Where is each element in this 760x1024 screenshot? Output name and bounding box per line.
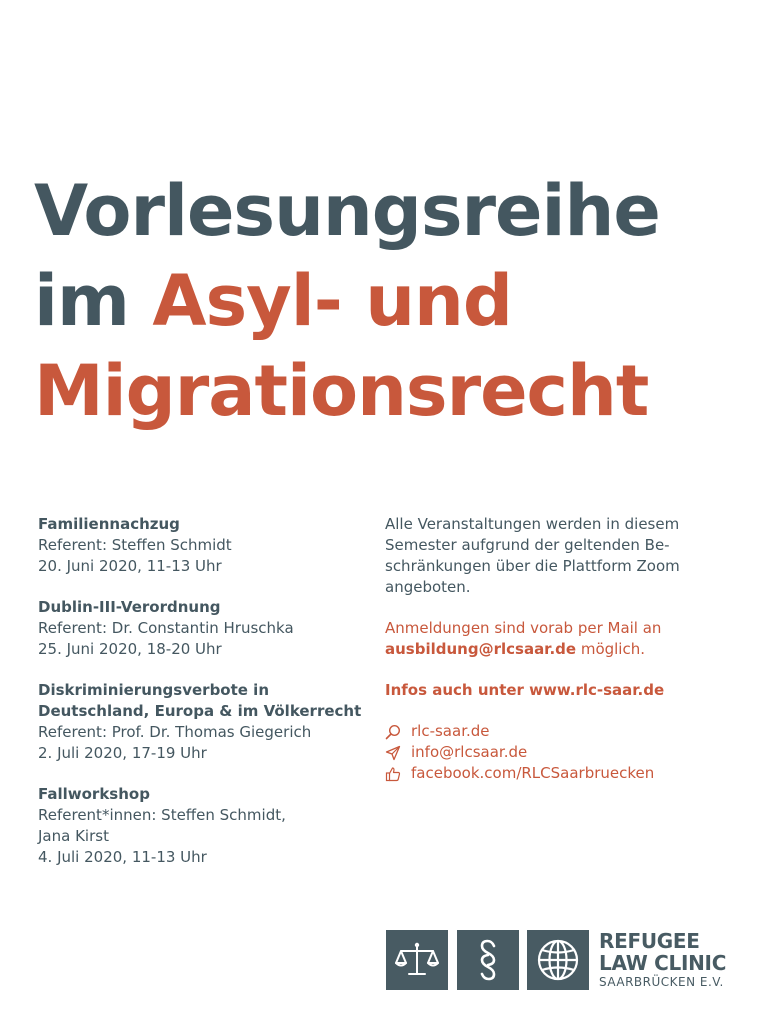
event-date: 2. Juli 2020, 17-19 Uhr	[38, 744, 207, 762]
registration-prefix: Anmeldungen sind vorab per Mail an	[385, 619, 662, 637]
event-date: 4. Juli 2020, 11-13 Uhr	[38, 848, 207, 866]
notice-line: angeboten.	[385, 578, 471, 596]
poster-title	[34, 166, 660, 436]
event-title: Fallworkshop	[38, 785, 150, 803]
more-info-link[interactable]: Infos auch unter www.rlc-saar.de	[385, 681, 665, 699]
title-line-2-prefix: im	[34, 260, 153, 342]
logo-line-3: SAARBRÜCKEN E.V.	[599, 975, 724, 989]
title-line-2	[34, 256, 660, 346]
event-speakers: Referent*innen: Steffen Schmidt,	[38, 806, 286, 824]
event-title: Familiennachzug	[38, 515, 180, 533]
contact-list	[385, 721, 705, 784]
event-speaker: Referent: Dr. Constantin Hruschka	[38, 619, 294, 637]
paragraph-icon	[457, 930, 519, 990]
contact-text: info@rlcsaar.de	[411, 743, 528, 761]
event-speakers-cont: Jana Kirst	[38, 827, 109, 845]
contact-website[interactable]	[385, 721, 705, 742]
search-icon	[385, 724, 401, 740]
logo-line-2: LAW CLINIC	[599, 951, 727, 975]
event-item	[38, 784, 368, 868]
registration-note	[385, 618, 705, 660]
contact-text: rlc-saar.de	[411, 722, 490, 740]
organization-logo-text	[599, 930, 726, 990]
event-title: Dublin-III-Verordnung	[38, 598, 221, 616]
contact-facebook[interactable]	[385, 763, 705, 784]
scales-icon	[386, 930, 448, 990]
event-item	[38, 680, 368, 764]
globe-icon	[527, 930, 589, 990]
contact-email[interactable]	[385, 742, 705, 763]
event-speaker: Referent: Steffen Schmidt	[38, 536, 232, 554]
event-date: 20. Juni 2020, 11-13 Uhr	[38, 557, 222, 575]
title-line-1: Vorlesungsreihe	[34, 170, 660, 252]
zoom-notice	[385, 514, 705, 598]
notice-line: Semester aufgrund der geltenden Be-	[385, 536, 670, 554]
event-list	[38, 514, 368, 888]
event-item	[38, 514, 368, 577]
notice-line: schränkungen über die Plattform Zoom	[385, 557, 680, 575]
send-icon	[385, 745, 401, 761]
event-item	[38, 597, 368, 660]
thumbs-up-icon	[385, 766, 401, 782]
event-date: 25. Juni 2020, 18-20 Uhr	[38, 640, 222, 658]
registration-email-link[interactable]: ausbildung@rlcsaar.de	[385, 640, 577, 658]
event-title: Diskriminierungsverbote in Deutschland, Europa & im Völkerrecht	[38, 681, 362, 720]
registration-suffix: möglich.	[576, 640, 645, 658]
contact-text: facebook.com/RLCSaarbruecken	[411, 764, 655, 782]
logo-line-1: REFUGEE	[599, 929, 700, 953]
event-speaker: Referent: Prof. Dr. Thomas Giegerich	[38, 723, 312, 741]
title-line-3: Migrationsrecht	[34, 350, 649, 432]
info-column	[385, 514, 705, 784]
notice-line: Alle Veranstaltungen werden in diesem	[385, 515, 680, 533]
title-line-2-accent: Asyl- und	[152, 260, 512, 342]
